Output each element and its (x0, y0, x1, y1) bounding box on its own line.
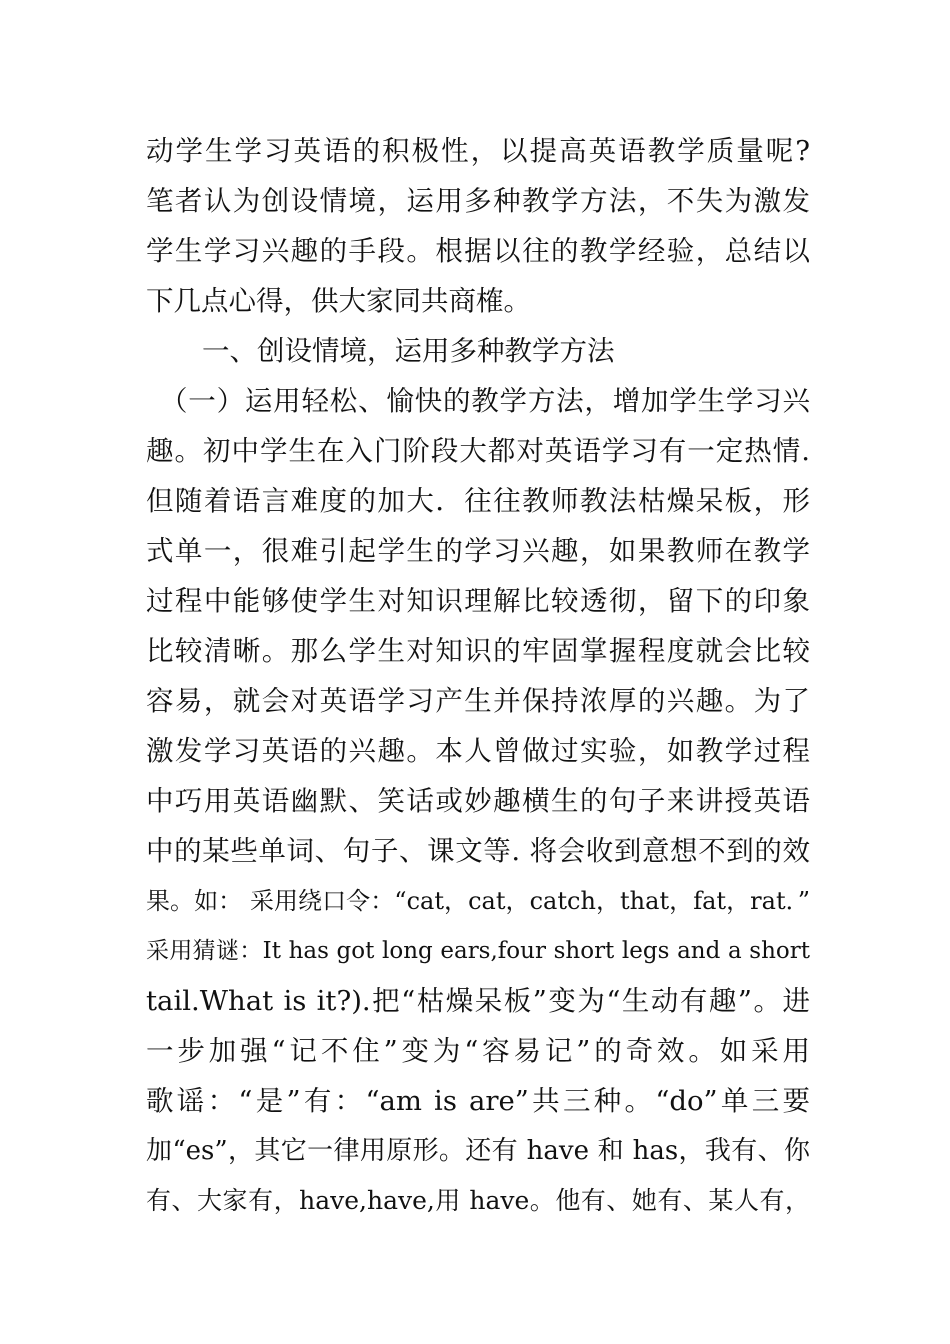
text-line: 加“es”，其它一律用原形。还有 have 和 has，我有、你 (146, 1136, 810, 1166)
subsection-heading: （一）运用轻松、愉快的教学方法，增加学生学习兴 (160, 385, 810, 417)
text-line: 笔者认为创设情境，运用多种教学方法，不失为激发 (146, 185, 810, 217)
text-line: 中的某些单词、句子、课文等. 将会收到意想不到的效 (146, 835, 810, 867)
text-line: 容易，就会对英语学习产生并保持浓厚的兴趣。为了 (146, 685, 810, 717)
text-line: 有、大家有，have,have,用 have。他有、她有、某人有， (146, 1186, 810, 1215)
text-line: 动学生学习英语的积极性，以提高英语教学质量呢? (146, 135, 810, 167)
text-line: 歌谣：“是”有：“am is are”共三种。“do”单三要 (146, 1085, 810, 1117)
section-heading: 一、创设情境，运用多种教学方法 (202, 335, 615, 367)
text-line: 采用猜谜：It has got long ears,four short legs and a short (146, 938, 810, 964)
text-line: 比较清晰。那么学生对知识的牢固掌握程度就会比较 (146, 635, 810, 667)
text-line: 一步加强“记不住”变为“容易记”的奇效。如采用 (146, 1035, 810, 1067)
text-line: 式单一，很难引起学生的学习兴趣，如果教师在教学 (146, 535, 810, 567)
text-line: 但随着语言难度的加大．往往教师教法枯燥呆板，形 (146, 485, 810, 517)
text-line: 过程中能够使学生对知识理解比较透彻，留下的印象 (146, 585, 810, 617)
body-text (146, 126, 810, 1226)
text-line: 激发学习英语的兴趣。本人曾做过实验，如教学过程 (146, 735, 810, 767)
text-line: tail.What is it?).把“枯燥呆板”变为“生动有趣”。进 (146, 985, 810, 1017)
text-line: 学生学习兴趣的手段。根据以往的教学经验，总结以 (146, 235, 810, 267)
text-line: 果。如： 采用绕口令：“cat，cat，catch，that，fat，rat．” (146, 887, 810, 915)
text-line: 中巧用英语幽默、笑话或妙趣横生的句子来讲授英语 (146, 785, 810, 817)
text-line: 趣。初中学生在入门阶段大都对英语学习有一定热情. (146, 435, 810, 467)
text-line: 下几点心得，供大家同共商榷。 (146, 285, 531, 317)
